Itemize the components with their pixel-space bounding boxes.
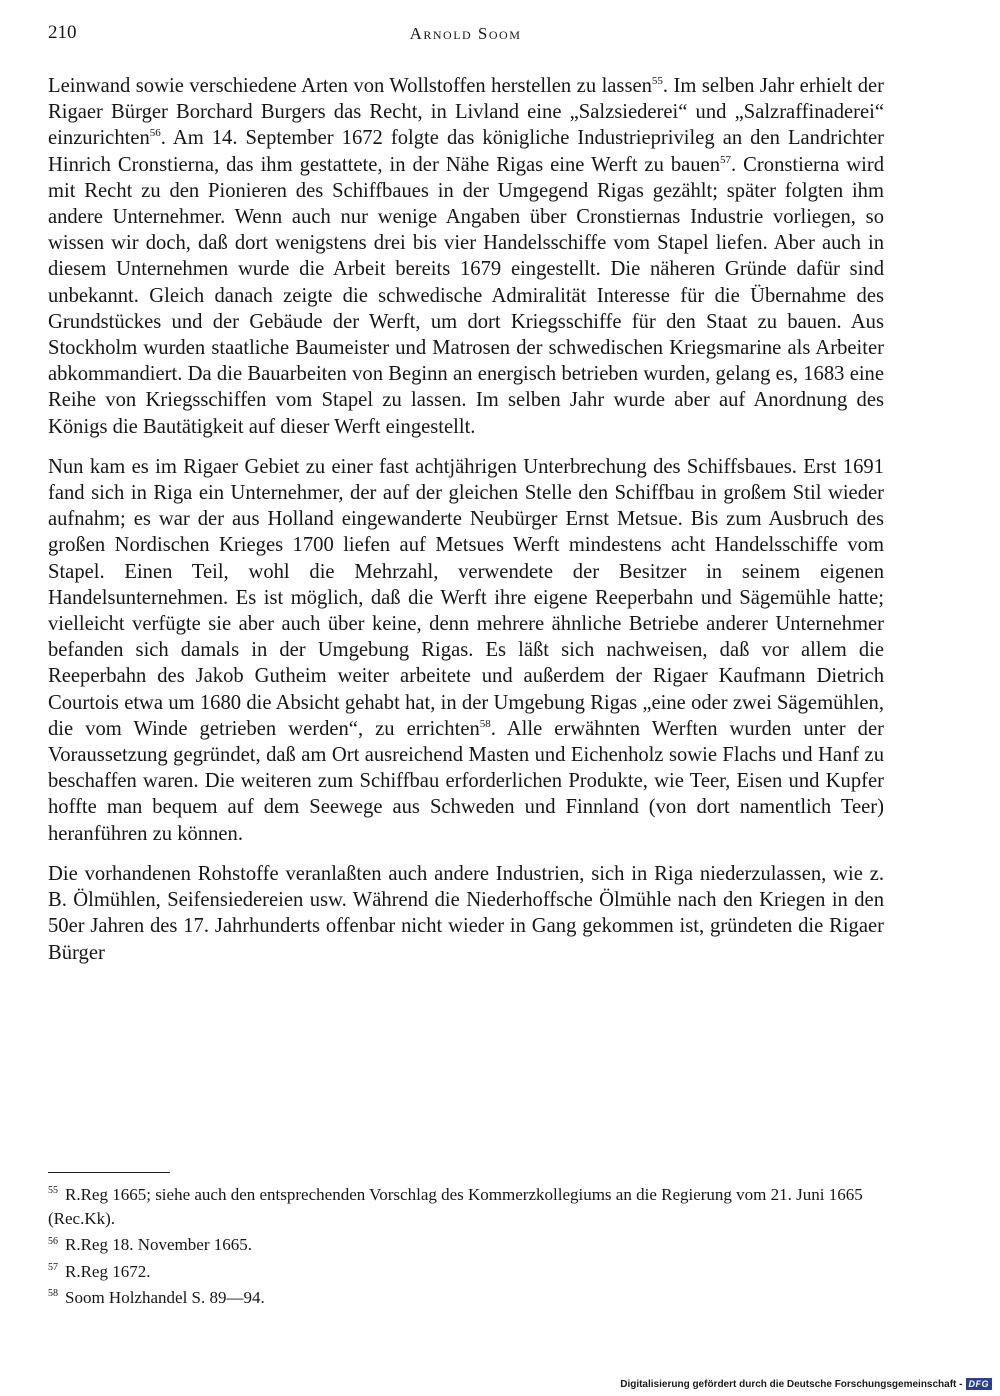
credit-text: Digitalisierung gefördert durch die Deutsche Forschungsgemeinschaft - xyxy=(620,1378,963,1390)
footnote xyxy=(48,1233,884,1257)
dfg-logo: DFG xyxy=(966,1378,993,1390)
text-run: . Am 14. September 1672 folgte das königliche Industrieprivileg an den Landrichter Hinrich Cronstierna, das ihm gestattete, in der Nähe Rigas eine Werft zu bauen xyxy=(48,127,884,176)
body-text xyxy=(48,73,884,966)
paragraph xyxy=(48,861,884,966)
text-run: Leinwand sowie verschiedene Arten von Wollstoffen herstellen zu lassen xyxy=(48,75,652,97)
footnote xyxy=(48,1183,884,1231)
footnote-number: 56 xyxy=(48,1235,58,1247)
text-run: Nun kam es im Rigaer Gebiet zu einer fast achtjährigen Unterbrechung des Schiffsbaues. Erst 1691 fand sich in Riga ein Unternehmer, der auf der gleichen Stelle den Schiffbau in großem Stil wieder aufnahm; es war der aus Holland eingewanderte Neubürger Ernst Metsue. Bis zum Ausbruch des großen Nordischen Krieges 1700 liefen auf Metsues Werft mindestens acht Handelsschiffe vom Stapel. Einen Teil, wohl die Mehrzahl, verwendete der Besitzer in seinem eigenen Handelsunternehmen. Es ist möglich, daß die Werft ihre eigene Reeperbahn und Sägemühle hatte; vielleicht verfügte sie aber auch über keine, denn mehrere ähnliche Betriebe anderer Unternehmer befanden sich damals in der Umgebung Rigas. Es läßt sich nachweisen, daß vor allem die Reeperbahn des Jakob Gutheim weiter arbeitete und außerdem der Rigaer Kaufmann Dietrich Courtois etwa um 1680 die Absicht gehabt hat, in der Umgebung Rigas „eine oder zwei Sägemühlen, die vom Winde getrieben werden“, zu errichten xyxy=(48,455,884,740)
footnote-text: R.Reg 1672. xyxy=(65,1261,151,1281)
footnote-text: R.Reg 18. November 1665. xyxy=(65,1235,252,1255)
footnote-ref: 58 xyxy=(479,718,491,731)
text-run: . Cronstierna wird mit Recht zu den Pionieren des Schiffbaues in der Umgegend Rigas gezählt; später folgten ihm andere Unternehmer. Wenn auch nur wenige Angaben über Cronstiernas Industrie vorliegen, so wissen wir doch, daß dort wenigstens drei bis vier Handelsschiffe vom Stapel liefen. Aber auch in diesem Unternehmen wurde die Arbeit bereits 1679 eingestellt. Die näheren Gründe dafür sind unbekannt. Gleich danach zeigte die schwedische Admiralität Interesse für die Übernahme des Grundstückes und der Gebäude der Werft, um dort Kriegsschiffe für den Staat zu bauen. Aus Stockholm wurden staatliche Baumeister und Matrosen der schwedischen Kriegsmarine als Arbeiter abkommandiert. Da die Bauarbeiten von Beginn an energisch betrieben wurden, gelang es, 1683 eine Reihe von Kriegsschiffen vom Stapel zu lassen. Im selben Jahr wurde aber auf Anordnung des Königs die Bautätigkeit auf dieser Werft eingestellt. xyxy=(48,153,884,438)
footnote xyxy=(48,1260,884,1284)
footnote-separator xyxy=(48,1172,170,1173)
footnote-ref: 56 xyxy=(149,127,161,140)
footnote-number: 58 xyxy=(48,1288,58,1300)
running-head: Arnold Soom xyxy=(409,24,522,43)
footnotes xyxy=(48,1183,884,1312)
footnote-text: R.Reg 1665; siehe auch den entsprechenden Vorschlag des Kommerzkollegiums an die Regierung vom 21. Juni 1665 (Rec.Kk). xyxy=(48,1185,863,1229)
footnote-ref: 55 xyxy=(651,75,663,88)
footnote-text: Soom Holzhandel S. 89—94. xyxy=(65,1287,265,1307)
page-number: 210 xyxy=(48,22,77,43)
footnote-number: 55 xyxy=(48,1185,58,1197)
digitization-credit xyxy=(620,1378,992,1390)
text-run: . Alle erwähnten Werften wurden unter der Voraussetzung gegründet, daß am Ort ausreichend Masten und Eichenholz sowie Flachs und Hanf zu beschaffen waren. Die weiteren zum Schiffbau erforderlichen Produkte, wie Teer, Eisen und Kupfer hoffte man bequem auf dem Seewege aus Schweden und Finnland (von dort namentlich Teer) heranführen zu können. xyxy=(48,717,884,845)
footnote-ref: 57 xyxy=(720,153,732,166)
page-header xyxy=(48,22,883,52)
text-run: Die vorhandenen Rohstoffe veranlaßten auch andere Industrien, sich in Riga niederzulassen, wie z. B. Ölmühlen, Seifensiedereien usw. Während die Niederhoffsche Ölmühle nach den Kriegen in den 50er Jahren des 17. Jahrhunderts offenbar nicht wieder in Gang gekommen ist, gründeten die Rigaer Bürger xyxy=(48,862,884,964)
text-run: . Im selben Jahr erhielt der Rigaer Bürger Borchard Burgers das Recht, in Livland eine „Salzsiederei“ und „Salzraffinaderei“ einzurichten xyxy=(48,75,884,150)
paragraph xyxy=(48,73,884,440)
footnote xyxy=(48,1286,884,1310)
footnote-number: 57 xyxy=(48,1261,58,1273)
paragraph xyxy=(48,454,884,847)
